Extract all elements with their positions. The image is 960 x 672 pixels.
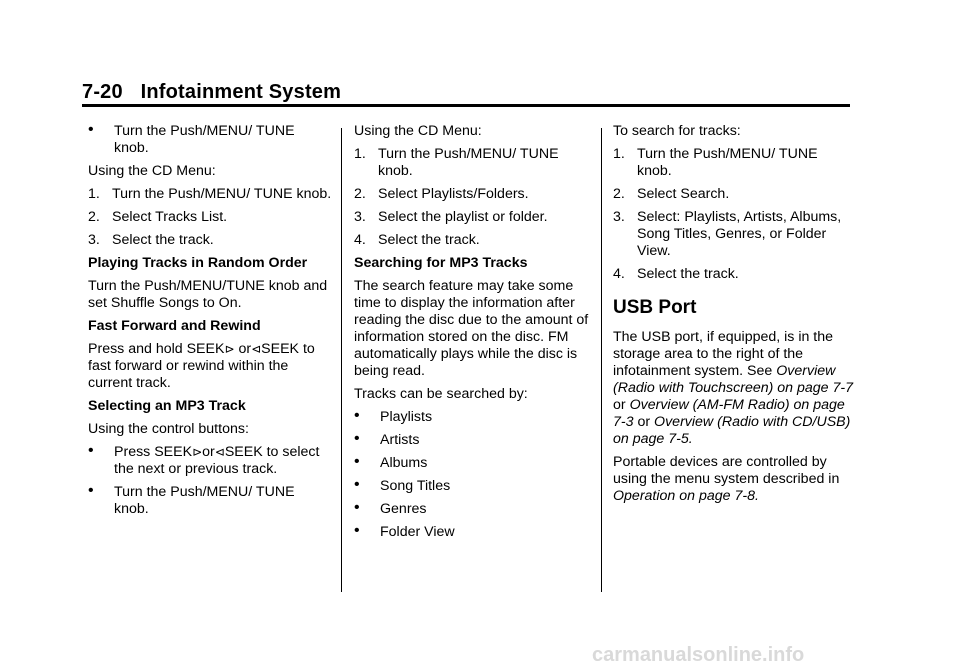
seek-forward-icon: ⊳ xyxy=(224,342,235,356)
list-item: • Turn the Push/MENU/ TUNE knob. xyxy=(88,482,295,517)
column-divider-2 xyxy=(601,128,602,592)
cross-reference-link[interactable]: Overview (Radio with Touchscreen) on page 7-7 xyxy=(613,363,854,396)
list-item: • Turn the Push/MENU/ TUNE knob. xyxy=(88,121,295,156)
cross-reference-link[interactable]: Overview (AM-FM Radio) on page 7-3 xyxy=(613,397,845,430)
page-header xyxy=(82,81,341,104)
paragraph: Using the control buttons: xyxy=(88,421,249,437)
column-3 xyxy=(613,123,853,511)
bullet-icon: • xyxy=(354,453,360,470)
subheading: Selecting an MP3 Track xyxy=(88,398,246,414)
list-item: • Artists xyxy=(354,430,420,448)
column-divider-1 xyxy=(341,128,342,592)
column-2 xyxy=(354,123,594,547)
seek-forward-icon: ⊳ xyxy=(192,445,203,459)
paragraph: To search for tracks: xyxy=(613,123,741,139)
list-item: 4. Select the track. xyxy=(613,266,739,282)
bullet-icon: • xyxy=(354,499,360,516)
cross-reference-link[interactable]: Operation on page 7-8. xyxy=(613,488,759,504)
paragraph: Tracks can be searched by: xyxy=(354,386,528,402)
bullet-icon: • xyxy=(88,482,94,499)
list-item: 2. Select Playlists/Folders. xyxy=(354,186,529,202)
list-item: 3. Select the track. xyxy=(88,232,214,248)
list-item: • Albums xyxy=(354,453,428,471)
list-item: • Folder View xyxy=(354,522,455,540)
paragraph: The USB port, if equipped, is in the storage area to the right of the infotainment system. See Overview (Radio with Touchscreen) on page 7-7 or Overview (AM-FM Radio) on page 7-3 or Overview (Radio with CD/USB) on page 7-5. xyxy=(613,329,854,447)
bullet-icon: • xyxy=(354,522,360,539)
bullet-icon: • xyxy=(88,121,94,138)
header-rule xyxy=(82,104,850,107)
column-1 xyxy=(88,123,333,524)
seek-back-icon: ⊲ xyxy=(214,445,225,459)
page-title: Infotainment System xyxy=(140,81,342,103)
paragraph: Using the CD Menu: xyxy=(354,123,482,139)
list-item: 3. Select the playlist or folder. xyxy=(354,209,548,225)
subheading: Searching for MP3 Tracks xyxy=(354,255,528,271)
cross-reference-link[interactable]: Overview (Radio with CD/USB) on page 7-5. xyxy=(613,414,851,447)
list-item: 2. Select Search. xyxy=(613,186,730,202)
list-item: 1. Turn the Push/MENU/ TUNE knob. xyxy=(613,146,818,179)
paragraph: Turn the Push/MENU/TUNE knob and set Shuffle Songs to On. xyxy=(88,278,328,311)
list-item: 3. Select: Playlists, Artists, Albums, Song Titles, Genres, or Folder View. xyxy=(613,209,842,259)
bullet-icon: • xyxy=(354,430,360,447)
list-item: • Press SEEK⊳or⊲SEEK to select the next or previous track. xyxy=(88,442,320,477)
page-number: 7-20 xyxy=(82,81,123,103)
list-item: 1. Turn the Push/MENU/ TUNE knob. xyxy=(354,146,559,179)
bullet-icon: • xyxy=(354,476,360,493)
seek-back-icon: ⊲ xyxy=(251,342,262,356)
list-item: 2. Select Tracks List. xyxy=(88,209,228,225)
bullet-icon: • xyxy=(354,407,360,424)
bullet-icon: • xyxy=(88,442,94,459)
paragraph: The search feature may take some time to display the information after reading the disc due to the amount of information stored on the disc. FM automatically plays while the disc is being read. xyxy=(354,278,589,379)
paragraph: Press and hold SEEK⊳ or⊲SEEK to fast forward or rewind within the current track. xyxy=(88,341,315,391)
list-item: • Genres xyxy=(354,499,427,517)
watermark: carmanualsonline.info xyxy=(592,644,805,666)
paragraph: Portable devices are controlled by using the menu system described in Operation on page 7-8. xyxy=(613,454,840,504)
subheading: Playing Tracks in Random Order xyxy=(88,255,308,271)
list-item: 4. Select the track. xyxy=(354,232,480,248)
list-item: • Song Titles xyxy=(354,476,451,494)
list-item: • Playlists xyxy=(354,407,433,425)
subheading: Fast Forward and Rewind xyxy=(88,318,261,334)
section-heading: USB Port xyxy=(613,297,697,318)
list-item: 1. Turn the Push/MENU/ TUNE knob. xyxy=(88,186,332,202)
paragraph: Using the CD Menu: xyxy=(88,163,216,179)
